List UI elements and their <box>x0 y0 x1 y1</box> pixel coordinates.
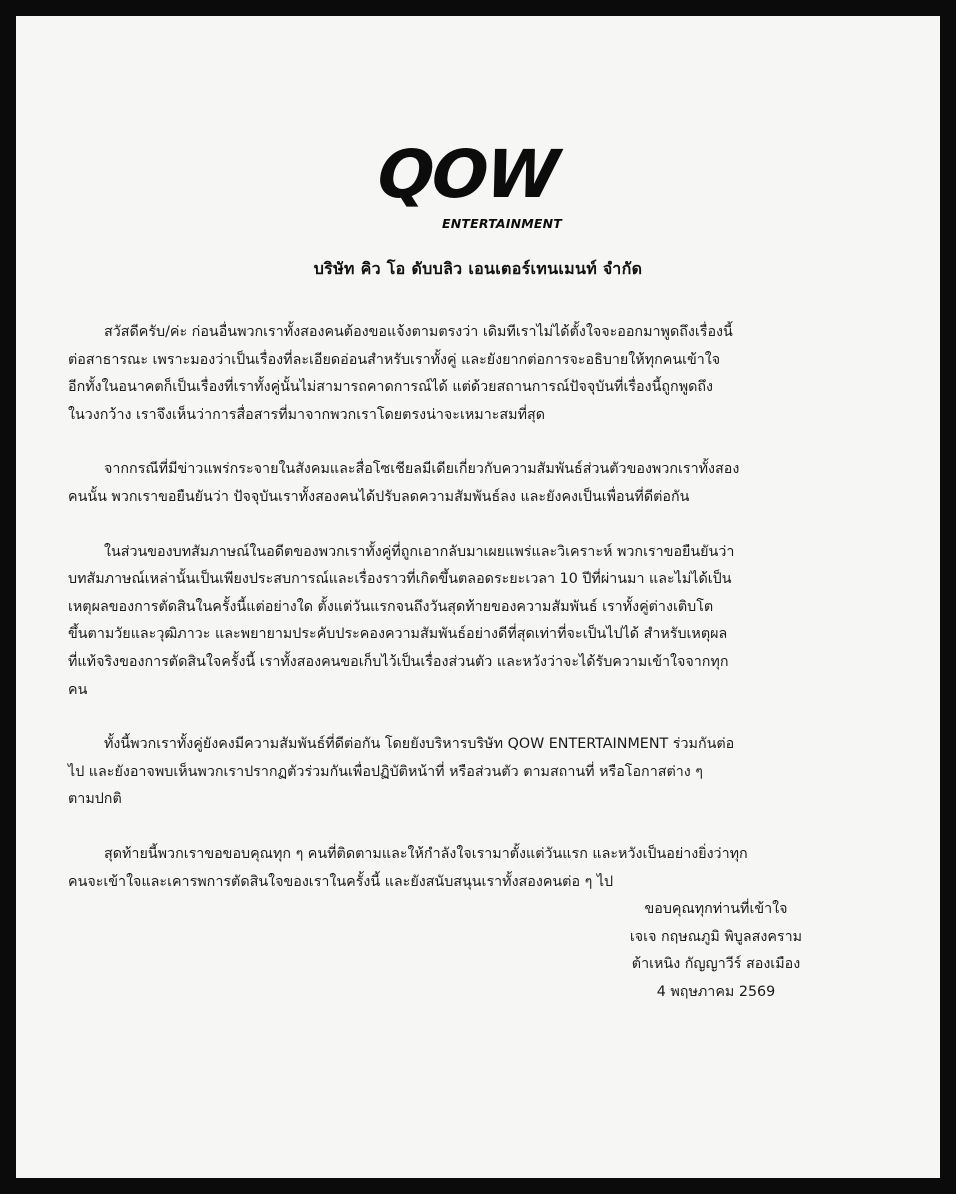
paragraph-line: อีกทั้งในอนาคตก็เป็นเรื่องที่เราทั้งคู่นั้นไม่สามารถคาดการณ์ได้ แต่ด้วยสถานการณ์ปัจจุบันที่เรื่องนี้ถูกพูดถึง <box>68 379 714 396</box>
statement-body <box>68 319 898 923</box>
paragraph-news <box>68 456 898 511</box>
paragraph-line: บทสัมภาษณ์เหล่านั้นเป็นเพียงประสบการณ์และเรื่องราวที่เกิดขึ้นตลอดระยะเวลา 10 ปีที่ผ่านมา และไม่ได้เป็น <box>68 571 732 588</box>
paragraph-line: เหตุผลของการตัดสินในครั้งนี้แต่อย่างใด ตั้งแต่วันแรกจนถึงวันสุดท้ายของความสัมพันธ์ เราทั้งคู่ต่างเติบโต <box>68 598 714 615</box>
signer-name: ต้าเหนิง กัญญาวีร์ สองเมือง <box>631 956 801 973</box>
paragraph-line: ไป และยังอาจพบเห็นพวกเราปรากฏตัวร่วมกันเพื่อปฏิบัติหน้าที่ หรือส่วนตัว ตามสถานที่ หรือโอกาสต่าง ๆ <box>68 763 703 780</box>
paragraph-line: ต่อสาธารณะ เพราะมองว่าเป็นเรื่องที่ละเอียดอ่อนสำหรับเราทั้งคู่ และยังยากต่อการจะอธิบายให้ทุกคนเข้าใจ <box>68 351 721 368</box>
paragraph-line: คนนั้น พวกเราขอยืนยันว่า ปัจจุบันเราทั้งสองคนได้ปรับลดความสัมพันธ์ลง และยังคงเป็นเพื่อนที่ดีต่อกัน <box>68 488 690 505</box>
paragraph-interviews <box>68 539 898 705</box>
paragraph-line: จากกรณีที่มีข่าวแพร่กระจายในสังคมและสื่อโซเชียลมีเดียเกี่ยวกับความสัมพันธ์ส่วนตัวของพวกเราทั้งสอง <box>104 461 740 478</box>
company-name-heading: บริษัท คิว โอ ดับบลิว เอนเตอร์เทนเมนท์ จำกัด <box>313 259 643 278</box>
closing-line: ขอบคุณทุกท่านที่เข้าใจ <box>644 901 788 917</box>
paragraph-line: คน <box>68 681 88 698</box>
paragraph-line: ในส่วนของบทสัมภาษณ์ในอดีตของพวกเราทั้งคู่ที่ถูกเอากลับมาเผยแพร่และวิเคราะห์ พวกเราขอยืนยันว่า <box>104 543 735 560</box>
paragraph-line: ในวงกว้าง เราจึงเห็นว่าการสื่อสารที่มาจากพวกเราโดยตรงน่าจะเหมาะสมที่สุด <box>68 406 546 423</box>
signature-block <box>576 896 856 1006</box>
paragraph-line: สวัสดีครับ/ค่ะ ก่อนอื่นพวกเราทั้งสองคนต้องขอแจ้งตามตรงว่า เดิมทีเราไม่ได้ตั้งใจจะออกมาพูดถึงเรื่องนี้ <box>104 324 733 340</box>
logo-subtitle: ENTERTAINMENT <box>442 216 563 231</box>
paragraph-line: ทั้งนี้พวกเราทั้งคู่ยังคงมีความสัมพันธ์ที่ดีต่อกัน โดยยังบริหารบริษัท QOW ENTERTAINMENT ร่วมกันต่อ <box>104 736 735 753</box>
paragraph-line: ตามปกติ <box>68 791 122 808</box>
paragraph-line: สุดท้ายนี้พวกเราขอขอบคุณทุก ๆ คนที่ติดตามและให้กำลังใจเรามาตั้งแต่วันแรก และหวังเป็นอย่างยิ่งว่าทุก <box>104 845 748 862</box>
statement-paper <box>16 16 940 1178</box>
paragraph-line: ขึ้นตามวัยและวุฒิภาวะ และพยายามประคับประคองความสัมพันธ์อย่างดีที่สุดเท่าที่จะเป็นไปได้ สำหรับเหตุผล <box>68 626 728 643</box>
paragraph-line: ที่แท้จริงของการตัดสินใจครั้งนี้ เราทั้งสองคนขอเก็บไว้เป็นเรื่องส่วนตัว และหวังว่าจะได้รับความเข้าใจจากทุก <box>68 653 729 670</box>
logo-wordmark: QOW <box>375 136 560 213</box>
company-logo <box>16 136 940 242</box>
signer-name: เจเจ กฤษณภูมิ พิบูลสงคราม <box>629 928 803 945</box>
paragraph-line: คนจะเข้าใจและเคารพการตัดสินใจของเราในครั้งนี้ และยังสนับสนุนเราทั้งสองคนต่อ ๆ ไป <box>68 873 614 890</box>
paragraph-thanks <box>68 841 898 896</box>
paragraph-intro <box>68 319 898 429</box>
statement-date: 4 พฤษภาคม 2569 <box>656 983 776 1000</box>
paragraph-relationship <box>68 731 898 814</box>
